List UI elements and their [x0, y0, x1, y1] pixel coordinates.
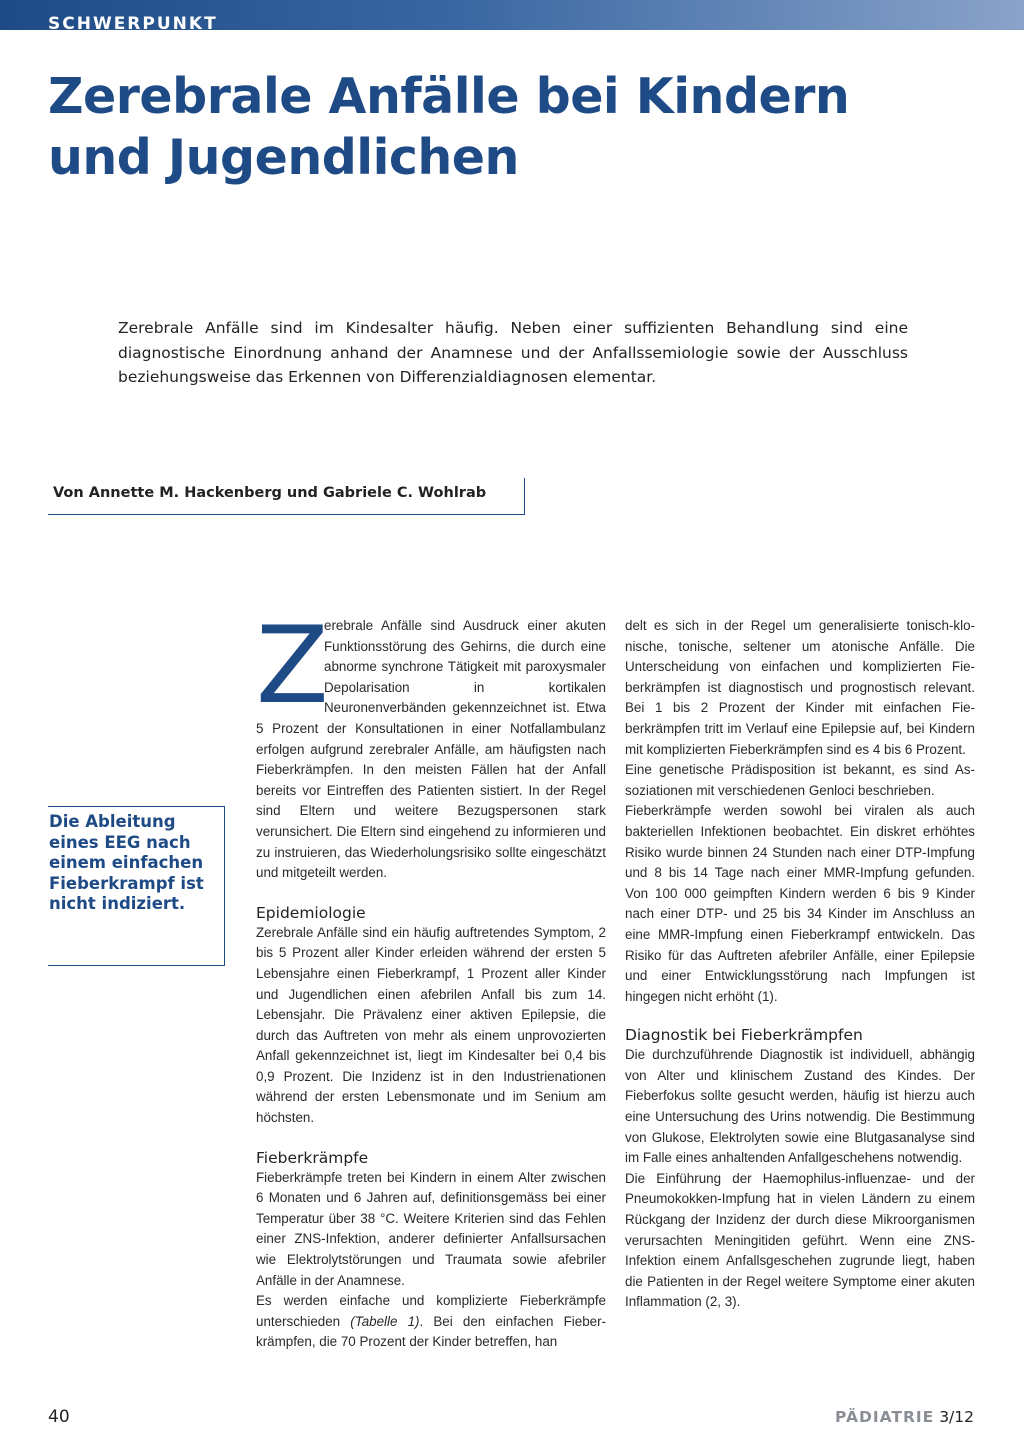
paragraph-col2-3: Fieberkrämpfe werden sowohl bei viralen als auch bakteriellen Infektionen beobachtet. Ein diskret erhöhtes Risiko wurde binnen 24 Stunden nach einer DTP-Impfung und 8 bis 14 Tage nach einer MMR-Impfung gefunden. Von 100 000 geimpften Kindern werden 6 bis 9 Kinder nach einer DTP- und 25 bis 34 Kinder im Anschluss an eine MMR-Impfung einen Fieberkrampf entwickeln. Das Risiko für das Auftreten afebriler Anfälle, einer Epilepsie und einer Entwicklungsstörung nach Impfungen ist hingegen nicht erhöht (1).: [625, 803, 975, 1004]
paragraph-fk2-start: Es werden einfache und komplizierte Fieberkrämpfe unterschieden: [256, 1293, 606, 1329]
journal-name: PÄDIATRIE: [835, 1408, 935, 1426]
pull-quote-box: [48, 806, 225, 966]
paragraph-diagnostik-1: Die durchzuführende Diagnostik ist individuell, abhängig von Alter und klinischem Zustand des Kindes. Der Fieberfokus sollte gesucht werden, häufig ist hierzu auch eine Untersuchung des Urins notwendig. Die Bestimmung von Glukose, Elektrolyten sowie eine Blutgasanalyse sind im Falle eines anhaltenden Anfallgeschehens notwendig.: [625, 1047, 975, 1166]
paragraph-diagnostik-2: Die Einführung der Haemophilus-influenzae- und der Pneumokokken-Impfung hat in vielen Ländern zu einem Rückgang der Inzidenz der durch diese Mikroorganismen verursachten Meningitiden geführt. Wenn eine ZNS-Infektion einem Anfallsgeschehen zugrunde liegt, haben die Patienten in der Regel weitere Symptome einer akuten Inflammation (2, 3).: [625, 1170, 975, 1310]
pull-quote-text: Die Ableitung eines EEG nach einem einfachen Fieberkrampf ist nicht indiziert.: [49, 812, 204, 914]
section-label: SCHWERPUNKT: [48, 14, 218, 34]
paragraph-epidemiologie: Zerebrale Anfälle sind ein häufig auftretendes Symptom, 2 bis 5 Prozent aller Kinder erleiden während der ersten 5 Lebensjahre einen Fieberkrampf, 1 Prozent aller Kinder und Jugendlichen einen afebrilen Anfall bis zum 14. Lebensjahr. Die Prävalenz einer aktiven Epilepsie, die durch das Auftreten von mehr als einem unprovozierten Anfall gekennzeichnet ist, liegt im Kindesalter bei 0,4 bis 0,9 Prozent. Die Inzidenz ist in den Industrienationen während der ersten Lebensmonate und im Senium am höchsten.: [256, 924, 606, 1126]
paragraph-col2-2: Eine genetische Prädisposition ist bekannt, es sind Assoziationen mit verschiedenen Genloci beschrieben.: [625, 762, 975, 798]
author-line: Von Annette M. Hackenberg und Gabriele C. Wohlrab: [53, 485, 487, 501]
journal-footer: [835, 1408, 974, 1426]
author-box: [48, 478, 525, 515]
paragraph-col2-1: delt es sich in der Regel um generalisierte tonisch-klonische, tonische, seltener um atonische Anfälle. Die Unterscheidung von einfachen und komplizierten Fieberkrämpfen ist diagnostisch und prognostisch relevant. Bei 1 bis 2 Prozent der Kinder mit einfachen Fieberkrämpfen tritt im Verlauf eine Epilepsie auf, bei Kindern mit komplizierten Fieberkrämpfen sind es 4 bis 6 Prozent.: [625, 618, 975, 757]
text-column-1: [256, 604, 607, 1353]
text-column-2: [625, 616, 975, 1313]
heading-diagnostik: Diagnostik bei Fieberkrämpfen: [625, 1026, 863, 1045]
article-title: [48, 66, 948, 188]
page-number: 40: [48, 1407, 70, 1427]
paragraph-fk2-end: . Bei den einfachen Fieberkrämpfen, die 70 Prozent der Kinder betreffen, han: [256, 1313, 607, 1350]
header-bar: [0, 0, 1024, 34]
intro-paragraph: [256, 604, 606, 884]
journal-issue: 3/12: [939, 1408, 974, 1426]
lead-paragraph: Zerebrale Anfälle sind im Kindesalter häufig. Neben einer suffizienten Behandlung sind eine diagnostische Einordnung anhand der Anamnese und der Anfallssemiologie sowie der Ausschluss beziehungsweise das Erkennen von Differenzialdiagnosen elementar.: [118, 319, 908, 386]
table-reference-link: (Tabelle 1): [350, 1313, 420, 1329]
intro-text: erebrale Anfälle sind Ausdruck einer akuten Funktionsstörung des Gehirns, die durch eine abnorme synchrone Tätigkeit mit paroxysmaler Depolarisation in kortikalen Neuronenverbänden gekennzeichnet ist. Etwa 5 Prozent der Konsultationen in einer Notfallambulanz erfolgen aufgrund zerebraler Anfälle, am häufigsten nach Fieberkrämpfen. In den meisten Fällen hat der Anfall bereits vor Eintreffen des Patienten sistiert. In der Regel sind Eltern und weitere Bezugspersonen stark verunsichert. Die Eltern sind eingehend zu informieren und zu instruieren, das Wiederholungsrisiko sollte eingeschätzt und mitgeteilt werden.: [256, 618, 606, 881]
title-line-1: Zerebrale Anfälle bei Kindern: [48, 68, 850, 125]
paragraph-fieberkraempfe-2: [256, 1291, 606, 1353]
paragraph-fieberkraempfe-1: Fieberkrämpfe treten bei Kindern in einem Alter zwischen 6 Monaten und 6 Jahren auf, definitionsgemäss bei einer Temperatur über 38 °C. Weitere Kriterien sind das Fehlen einer ZNS-Infektion, anderer definierter Anfallsursachen wie Elektrolytstörungen und Traumata sowie afebriler Anfälle in der Anamnese.: [256, 1169, 606, 1288]
heading-epidemiologie: Epidemiologie: [256, 903, 366, 922]
heading-fieberkraempfe: Fieberkrämpfe: [256, 1148, 369, 1167]
drop-cap: Z: [256, 604, 329, 727]
title-line-2: und Jugendlichen: [48, 129, 519, 186]
